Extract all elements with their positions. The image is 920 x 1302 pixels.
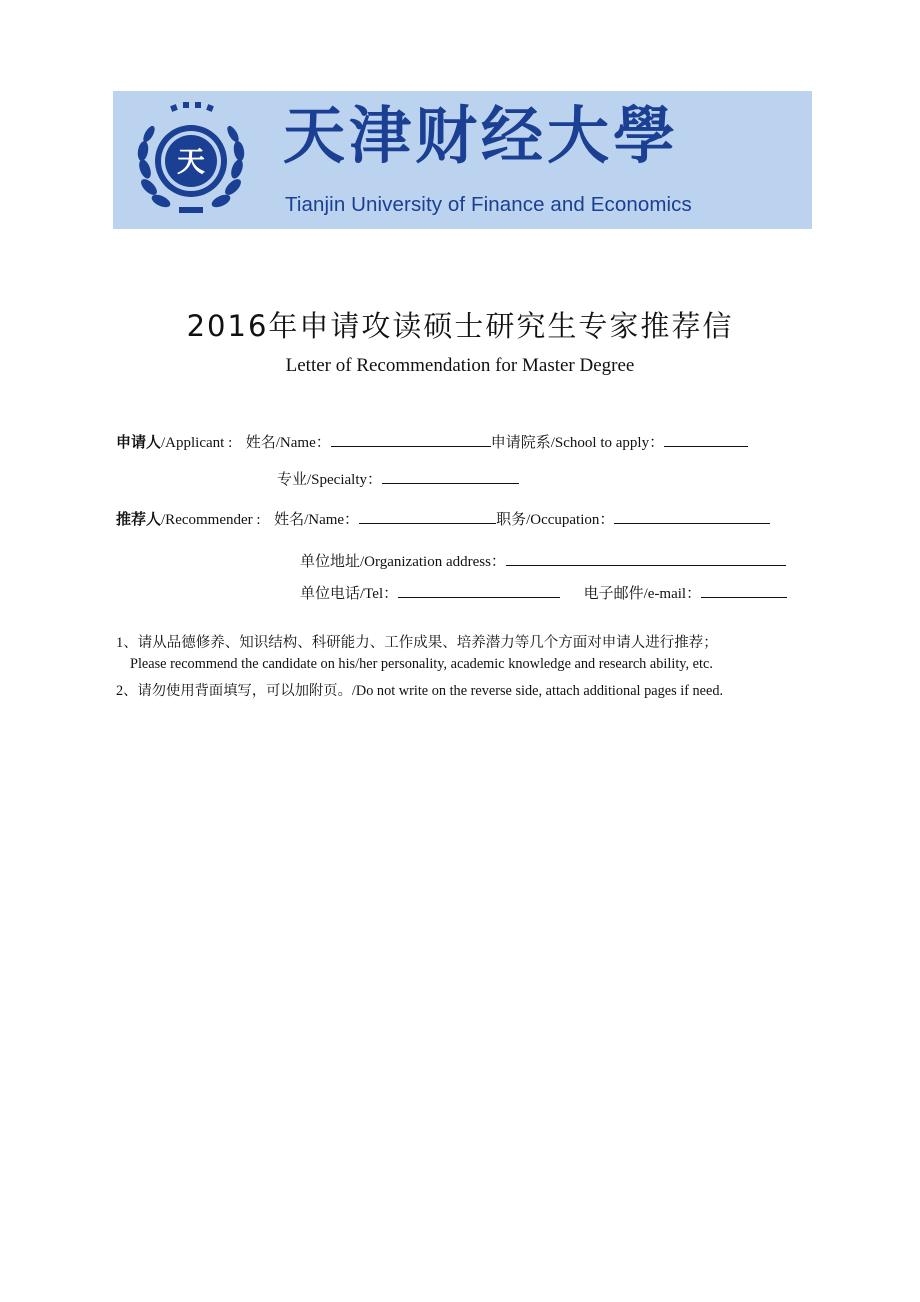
applicant-name-label: 姓名/Name： <box>245 435 331 451</box>
recommender-occupation-field[interactable] <box>614 509 770 524</box>
university-banner <box>113 91 812 229</box>
recommender-role-label: 推荐人 <box>116 510 162 528</box>
recommender-tel-label: 单位电话/Tel： <box>300 586 399 602</box>
recommender-row <box>116 508 770 529</box>
instruction-note-1-en: Please recommend the candidate on his/her personality, academic knowledge and research ability, etc. <box>130 656 713 672</box>
instruction-note-1: 1、请从品德修养、知识结构、科研能力、工作成果、培养潜力等几个方面对申请人进行推荐； <box>116 635 718 651</box>
applicant-role-label: 申请人 <box>116 433 162 451</box>
recommender-email-label: 电子邮件/e-mail： <box>583 586 702 602</box>
applicant-name-field[interactable] <box>331 432 491 447</box>
applicant-specialty-field[interactable] <box>382 469 519 484</box>
seal-glyph: 天 <box>176 145 206 178</box>
university-name-en: Tianjin University of Finance and Economics <box>285 193 692 216</box>
recommender-name-field[interactable] <box>359 509 496 524</box>
applicant-specialty-row <box>277 468 519 489</box>
recommender-address-row <box>300 550 786 571</box>
recommender-tel-field[interactable] <box>398 583 560 598</box>
recommender-name-label: 姓名/Name： <box>274 512 360 528</box>
applicant-role-en: /Applicant : <box>161 435 233 451</box>
applicant-school-label: 申请院系/School to apply： <box>490 435 665 451</box>
applicant-specialty-label: 专业/Specialty： <box>277 472 382 488</box>
instruction-note-2: 2、请勿使用背面填写，可以加附页。/Do not write on the reverse side, attach additional pages if need. <box>116 683 724 699</box>
university-name-cn: 天津财经大學 <box>283 99 680 172</box>
document-subtitle: Letter of Recommendation for Master Degree <box>285 355 635 376</box>
recommender-contact-row <box>300 582 787 603</box>
recommender-role-en: /Recommender : <box>161 512 261 528</box>
recommender-email-field[interactable] <box>701 583 787 598</box>
applicant-row <box>116 431 748 452</box>
university-seal-icon <box>129 99 253 223</box>
recommender-address-field[interactable] <box>506 551 786 566</box>
recommender-occupation-label: 职务/Occupation： <box>496 512 615 528</box>
document-title: 2016年申请攻读硕士研究生专家推荐信 <box>186 309 734 343</box>
applicant-school-field[interactable] <box>664 432 748 447</box>
recommender-address-label: 单位地址/Organization address： <box>300 554 506 570</box>
